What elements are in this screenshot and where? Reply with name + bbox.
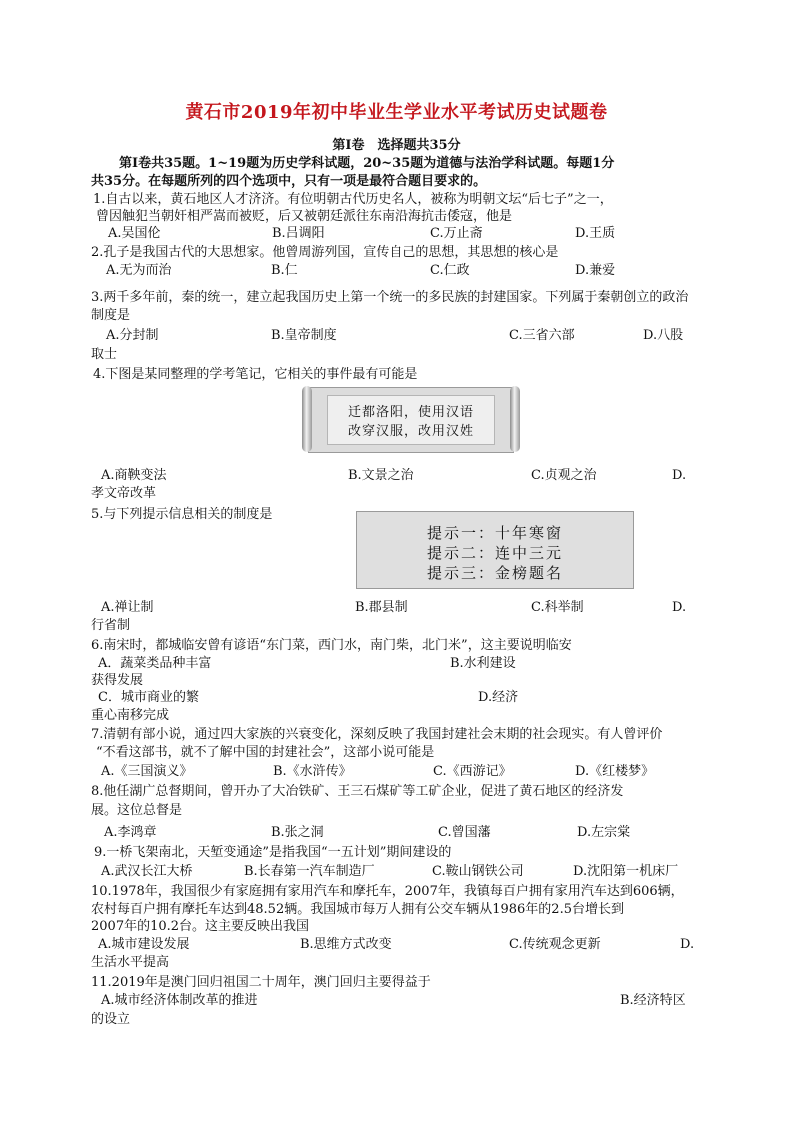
q3-option-d-cont: 取士 xyxy=(91,347,118,362)
q10-option-c: C.传统观念更新 xyxy=(509,937,601,952)
q1-option-d: D.王质 xyxy=(575,226,616,241)
q3-option-d: D.八股 xyxy=(643,328,684,343)
q6-option-b-cont: 获得发展 xyxy=(91,673,144,688)
q6-option-d-cont: 重心南移完成 xyxy=(91,708,170,723)
q7-stem-line-2: “不看这部书，就不了解中国的封建社会”，这部小说可能是 xyxy=(96,745,435,760)
hint-1: 提示一：十年寒窗 xyxy=(426,524,563,542)
q10-option-a: A.城市建设发展 xyxy=(98,937,190,952)
study-note-scroll xyxy=(308,387,514,453)
q6-option-c: C．城市商业的繁 xyxy=(98,690,199,705)
q11-option-b-cont: 的设立 xyxy=(91,1012,131,1027)
q11-option-a: A.城市经济体制改革的推进 xyxy=(101,993,258,1008)
q1-option-a: A.吴国伦 xyxy=(108,226,161,241)
q1-stem-line-2: 曾因触犯当朝奸相严嵩而被贬，后又被朝廷派往东南沿海抗击倭寇，他是 xyxy=(96,209,513,224)
q8-option-a: A.李鸿章 xyxy=(104,825,157,840)
q2-option-a: A.无为而治 xyxy=(106,263,172,278)
q3-stem-line-2: 制度是 xyxy=(91,308,131,323)
q9-option-a: A.武汉长江大桥 xyxy=(101,864,193,879)
q7-option-d: D.《红楼梦》 xyxy=(575,764,655,779)
q2-option-d: D.兼爱 xyxy=(575,263,616,278)
q8-stem-line-2: 展。这位总督是 xyxy=(91,803,183,818)
q1-stem-line-1: 1.自古以来，黄石地区人才济济。有位明朝古代历史名人，被称为明朝文坛“后七子”之一， xyxy=(93,192,613,207)
q5-stem: 5.与下列提示信息相关的制度是 xyxy=(91,507,273,522)
q8-option-b: B.张之洞 xyxy=(271,825,324,840)
q10-option-d-cont: 生活水平提高 xyxy=(91,955,170,970)
q4-option-c: C.贞观之治 xyxy=(531,468,597,483)
q6-option-a: A．蔬菜类品种丰富 xyxy=(98,656,212,671)
q9-stem: 9.一桥飞架南北，天堑变通途”是指我国“一五计划”期间建设的 xyxy=(94,845,452,860)
q10-stem-line-2: 农村每百户拥有摩托车达到48.52辆。我国城市每万人拥有公交车辆从1986年的2.5台增长到 xyxy=(91,902,624,917)
q7-option-b: B.《水浒传》 xyxy=(273,764,352,779)
q8-stem-line-1: 8.他任湖广总督期间，曾开办了大冶铁矿、王三石煤矿等工矿企业，促进了黄石地区的经济发 xyxy=(91,784,624,799)
section-title: 第Ⅰ卷 选择题共35分 xyxy=(332,138,461,153)
q5-option-d-cont: 行省制 xyxy=(91,618,131,633)
q1-option-c: C.万止斋 xyxy=(430,226,483,241)
instructions-line-1: 第Ⅰ卷共35题。1~19题为历史学科试题，20~35题为道德与法治学科试题。每题1分 xyxy=(119,156,615,171)
q11-option-b: B.经济特区 xyxy=(620,993,686,1008)
q4-option-b: B.文景之治 xyxy=(348,468,414,483)
q3-option-a: A.分封制 xyxy=(106,328,159,343)
q3-option-b: B.皇帝制度 xyxy=(271,328,337,343)
note-line-2: 改穿汉服，改用汉姓 xyxy=(347,424,474,439)
q9-option-c: C.鞍山钢铁公司 xyxy=(432,864,524,879)
exam-title: 黄石市2019年初中毕业生学业水平考试历史试题卷 xyxy=(185,102,608,123)
q11-stem: 11.2019年是澳门回归祖国二十周年，澳门回归主要得益于 xyxy=(91,975,431,990)
q8-option-c: C.曾国藩 xyxy=(438,825,491,840)
hint-3: 提示三：金榜题名 xyxy=(426,564,563,582)
q4-option-d-cont: 孝文帝改革 xyxy=(91,486,157,501)
q10-stem-line-1: 10.1978年，我国很少有家庭拥有家用汽车和摩托车，2007年，我镇每百户拥有家用汽车达到606辆， xyxy=(91,884,684,899)
hint-box xyxy=(356,511,634,589)
q5-option-c: C.科举制 xyxy=(531,600,584,615)
q6-stem: 6.南宋时，都城临安曾有谚语“东门菜，西门水，南门柴，北门米”，这主要说明临安 xyxy=(91,638,572,653)
q7-option-c: C.《西游记》 xyxy=(433,764,512,779)
q5-option-b: B.郡县制 xyxy=(355,600,408,615)
q8-option-d: D.左宗棠 xyxy=(577,825,631,840)
q2-option-b: B.仁 xyxy=(271,263,298,278)
note-line-1: 迁都洛阳，使用汉语 xyxy=(347,405,474,420)
q6-option-d: D.经济 xyxy=(478,690,519,705)
q2-option-c: C.仁政 xyxy=(430,263,470,278)
q4-stem: 4.下图是某同整理的学考笔记，它相关的事件最有可能是 xyxy=(93,367,418,382)
q10-stem-line-3: 2007年的10.2台。这主要反映出我国 xyxy=(91,919,310,934)
q1-option-b: B.吕调阳 xyxy=(272,226,325,241)
q9-option-d: D.沈阳第一机床厂 xyxy=(573,864,679,879)
q7-stem-line-1: 7.清朝有部小说，通过四大家族的兴衰变化，深刻反映了我国封建社会末期的社会现实。有人曾评价 xyxy=(91,727,663,742)
q4-option-a: A.商鞅变法 xyxy=(101,468,167,483)
q5-option-d: D. xyxy=(672,600,687,615)
q3-stem-line-1: 3.两千多年前，秦的统一，建立起我国历史上第一个统一的多民族的封建国家。下列属于秦朝创立的政治 xyxy=(91,290,689,305)
q4-option-d: D. xyxy=(672,468,687,483)
q6-option-b: B.水利建设 xyxy=(450,656,516,671)
q10-option-d: D. xyxy=(680,937,695,952)
q9-option-b: B.长春第一汽车制造厂 xyxy=(244,864,375,879)
instructions-line-2: 共35分。在每题所列的四个选项中，只有一项是最符合题目要求的。 xyxy=(91,174,487,189)
q5-option-a: A.禅让制 xyxy=(101,600,154,615)
hint-2: 提示二：连中三元 xyxy=(426,544,563,562)
q10-option-b: B.思维方式改变 xyxy=(300,937,392,952)
q2-stem: 2.孔子是我国古代的大思想家。他曾周游列国，宣传自己的思想，其思想的核心是 xyxy=(91,245,559,260)
q3-option-c: C.三省六部 xyxy=(509,328,575,343)
q7-option-a: A.《三国演义》 xyxy=(101,764,193,779)
